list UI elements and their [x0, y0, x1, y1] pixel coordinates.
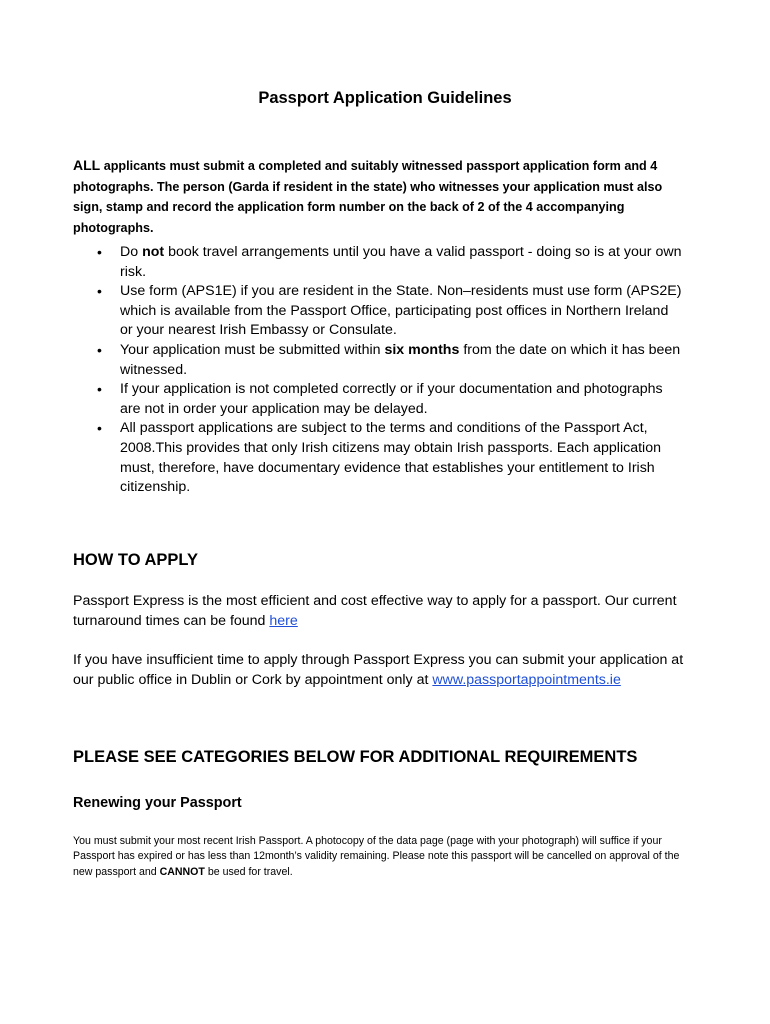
list-item: • Use form (APS1E) if you are resident in the State. Non–residents must use form (APS2E) which is available from the Passport Office, participating post offices in Northern Ireland or your nearest Irish Embassy or Consulate.	[97, 283, 682, 339]
passport-express-paragraph: Passport Express is the most efficient and cost effective way to apply for a passport. Our current turnaround times can be found here	[73, 593, 677, 629]
bullet-icon: •	[97, 244, 102, 260]
renewing-heading: Renewing your Passport	[73, 795, 242, 811]
list-item: • If your application is not completed correctly or if your documentation and photographs are not in order your application may be delayed.	[97, 381, 663, 417]
list-item: • Do not book travel arrangements until you have a valid passport - doing so is at your own risk.	[97, 244, 682, 280]
requirements-list	[73, 243, 683, 498]
renewing-paragraph: You must submit your most recent Irish Passport. A photocopy of the data page (page with your photograph) will suffice if your Passport has expired or has less than 12month’s validity remaining. Please note this passport will be cancelled on approval of the new passport and CANNOT be used for travel.	[73, 835, 680, 878]
bullet-icon: •	[97, 341, 102, 358]
list-item: • Your application must be submitted within six months from the date on which it has been witnessed.	[97, 341, 681, 378]
bullet-icon: •	[97, 283, 102, 300]
how-to-apply-heading: HOW TO APPLY	[73, 551, 198, 569]
intro-lead: ALL	[73, 157, 101, 173]
intro-paragraph	[73, 155, 693, 238]
page-title: Passport Application Guidelines	[258, 89, 512, 107]
here-link[interactable]: here	[269, 612, 298, 629]
intro-text: applicants must submit a completed and suitably witnessed passport application form and 4 photographs. The person (Garda if resident in the state) who witnesses your application must also sign, stamp and record the application form number on the back of 2 of the 4 accompanying photographs.	[73, 159, 663, 235]
passport-appointments-link[interactable]: www.passportappointments.ie	[432, 671, 621, 688]
list-item: • All passport applications are subject to the terms and conditions of the Passport Act, 2008.This provides that only Irish citizens may obtain Irish passports. Each application must, therefore, have documentary evidence that establishes your entitlement to Irish citizenship.	[97, 420, 661, 496]
categories-heading: PLEASE SEE CATEGORIES BELOW FOR ADDITIONAL REQUIREMENTS	[73, 748, 638, 766]
bullet-icon: •	[97, 420, 102, 437]
public-office-paragraph: If you have insufficient time to apply through Passport Express you can submit your application at our public office in Dublin or Cork by appointment only at www.passportappointments.ie	[73, 652, 684, 688]
bullet-icon: •	[97, 381, 102, 398]
